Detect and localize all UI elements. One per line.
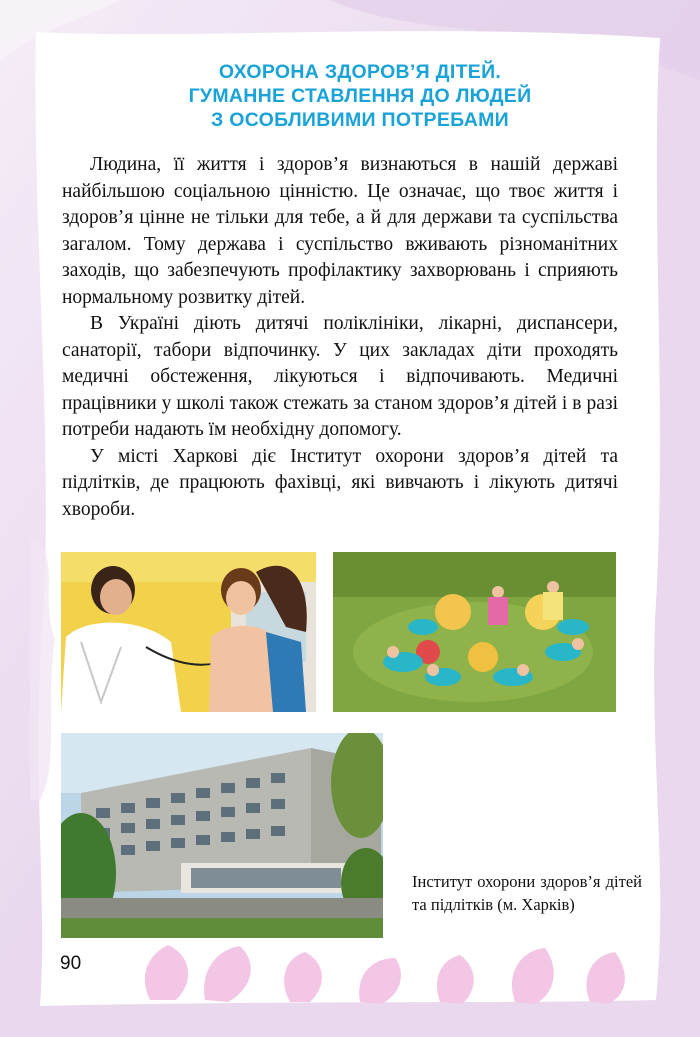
body-text xyxy=(62,152,618,523)
doctor-photo xyxy=(61,552,316,712)
photo-caption: Інститут охорони здоров’я дітей та підлітків (м. Харків) xyxy=(412,872,642,914)
paragraph-1: Людина, її життя і здоров’я визнаються в нашій державі найбільшою соціальною цінністю. Це означає, що твоє життя і здоров’я цінне не тільки для тебе, а й для держави та суспільства загалом. Тому держава і суспільство вживають різноманітних заходів, що забезпечують профілактику захворювань і сприяють нормальному розвитку дітей. xyxy=(62,154,618,308)
page-title xyxy=(60,60,660,132)
title-line-1: ОХОРОНА ЗДОРОВ’Я ДІТЕЙ. xyxy=(218,61,502,83)
page-number: 90 xyxy=(60,953,82,974)
paragraph-2: В Україні діють дитячі поліклініки, лікарні, диспансери, санаторії, табори відпочинку. У цих закладах діти проходять медичні обстеження, лікуються і відпочивають. Медичні працівники у школі також стежать за станом здоров’я дітей і в разі потреби надають їм необхідну допомогу. xyxy=(62,313,618,440)
children-camp-photo xyxy=(333,552,616,712)
institute-building-photo xyxy=(61,733,383,938)
title-line-3: З ОСОБЛИВИМИ ПОТРЕБАМИ xyxy=(211,109,509,131)
title-line-2: ГУМАННЕ СТАВЛЕННЯ ДО ЛЮДЕЙ xyxy=(188,85,532,107)
paragraph-3: У місті Харкові діє Інститут охорони здоров’я дітей та підлітків, де працюють фахівці, які вивчають і лікують дитячі хвороби. xyxy=(62,445,618,520)
